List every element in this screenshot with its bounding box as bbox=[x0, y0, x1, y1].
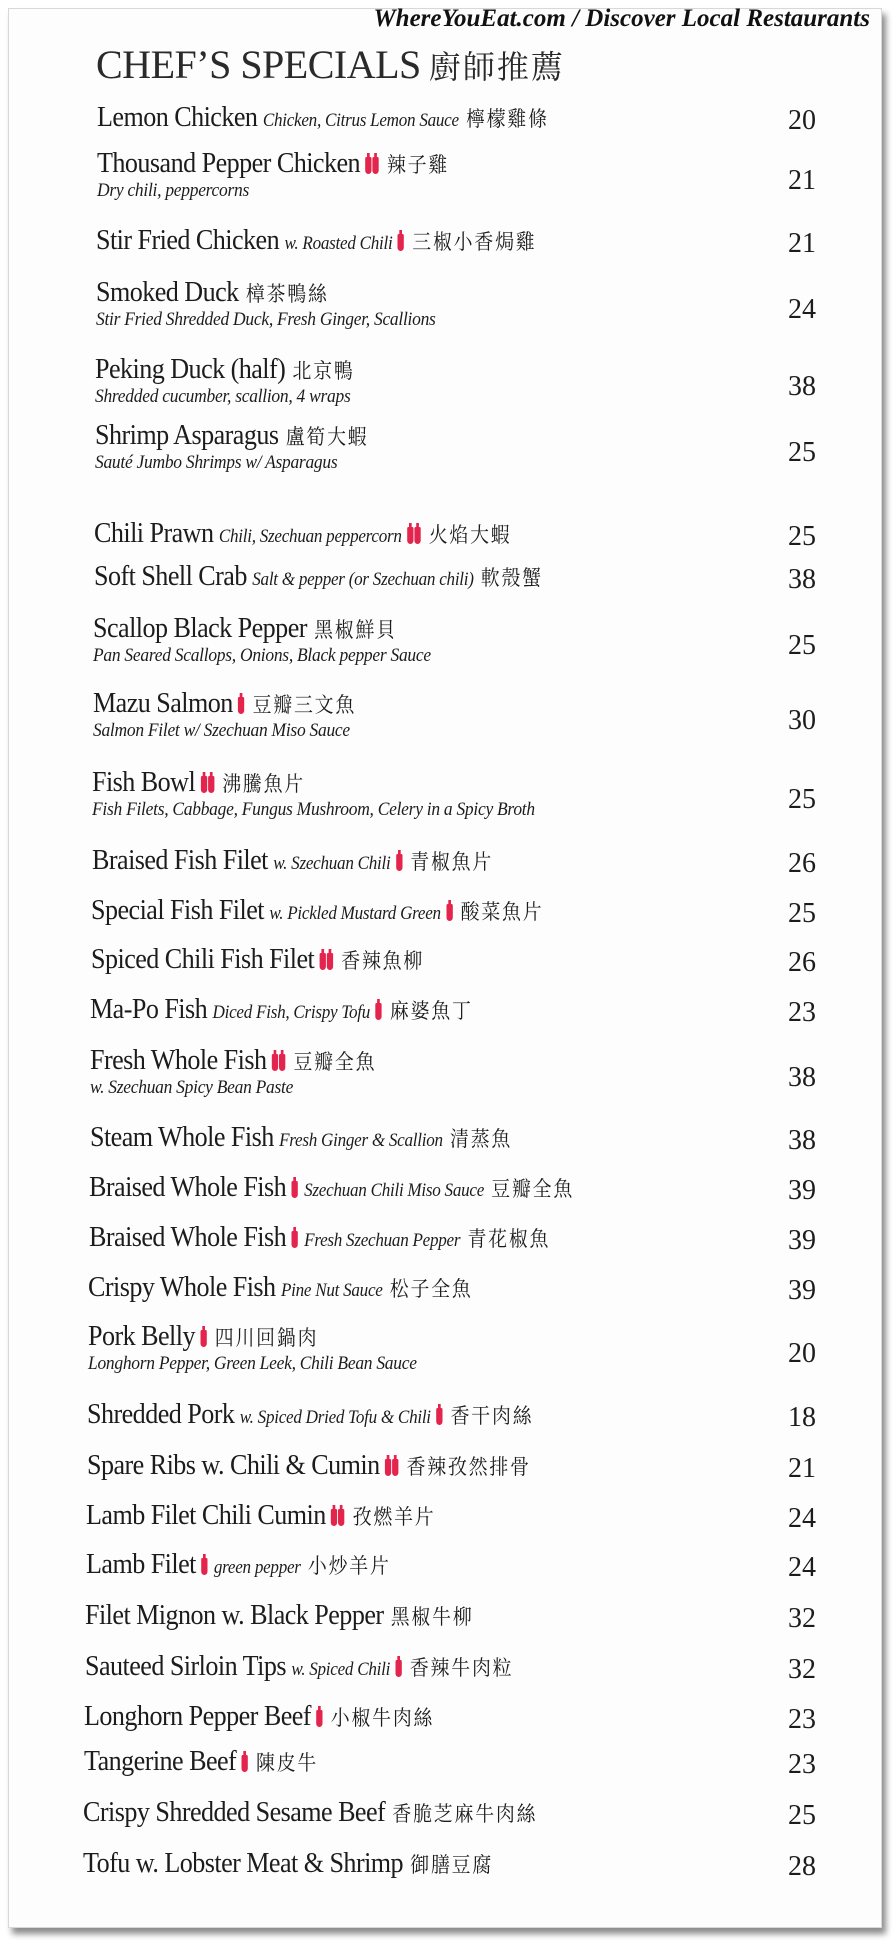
menu-item bbox=[0, 1271, 896, 1306]
item-price: 21 bbox=[788, 228, 816, 259]
chili-pepper-icon bbox=[272, 1046, 286, 1079]
item-name: Shrimp Asparagus bbox=[95, 419, 279, 451]
item-chinese-name: 香辣牛肉粒 bbox=[409, 1656, 514, 1680]
menu-item bbox=[0, 1449, 896, 1484]
item-name: Pork Belly bbox=[88, 1320, 195, 1352]
item-price: 23 bbox=[788, 1704, 816, 1735]
pepper-icon bbox=[316, 1710, 322, 1727]
item-price: 25 bbox=[788, 784, 816, 815]
menu-item-line bbox=[92, 766, 305, 801]
pepper-icon bbox=[292, 1231, 298, 1248]
item-price: 39 bbox=[788, 1225, 816, 1256]
item-price: 38 bbox=[788, 1125, 816, 1156]
item-chinese-name: 御膳豆腐 bbox=[410, 1853, 494, 1877]
menu-item-line bbox=[87, 1449, 531, 1484]
chili-pepper-icon bbox=[407, 519, 421, 552]
menu-item bbox=[0, 276, 896, 330]
menu-item-line bbox=[85, 1599, 474, 1632]
item-name: Crispy Shredded Sesame Beef bbox=[83, 1796, 386, 1828]
item-chinese-name: 麻婆魚丁 bbox=[389, 999, 473, 1023]
item-chinese-name: 小炒羊片 bbox=[307, 1554, 391, 1578]
menu-item bbox=[0, 1599, 896, 1634]
item-price: 21 bbox=[788, 165, 816, 196]
item-description: Fish Filets, Cabbage, Fungus Mushroom, Celery in a Spicy Broth bbox=[92, 799, 535, 820]
menu-item bbox=[0, 517, 896, 552]
item-price: 24 bbox=[788, 1552, 816, 1583]
menu-item bbox=[0, 1700, 896, 1735]
item-note: w. Szechuan Chili bbox=[273, 853, 391, 874]
item-chinese-name: 酸菜魚片 bbox=[460, 900, 544, 924]
item-name: Fish Bowl bbox=[92, 766, 196, 798]
chili-pepper-icon bbox=[396, 846, 403, 879]
item-chinese-name: 陳皮牛 bbox=[256, 1751, 319, 1775]
pepper-icon bbox=[200, 1330, 206, 1347]
menu-item bbox=[0, 1499, 896, 1534]
item-chinese-name: 檸檬雞條 bbox=[466, 107, 549, 131]
pepper-icon bbox=[238, 697, 244, 714]
pepper-icon bbox=[436, 1408, 442, 1425]
menu-item bbox=[0, 1044, 896, 1098]
item-name: Lamb Filet bbox=[86, 1548, 196, 1580]
chili-pepper-icon bbox=[200, 1322, 207, 1355]
item-price: 39 bbox=[788, 1175, 816, 1206]
pepper-icon bbox=[327, 953, 333, 970]
item-price: 25 bbox=[788, 898, 816, 929]
section-title-zh: 廚師推薦 bbox=[428, 49, 565, 85]
item-chinese-name: 香脆芝麻牛肉絲 bbox=[392, 1802, 538, 1826]
menu-item-line bbox=[92, 844, 493, 879]
item-note: w. Spiced Dried Tofu & Chili bbox=[239, 1407, 431, 1428]
item-note: Chili, Szechuan peppercorn bbox=[218, 526, 402, 547]
item-note: green pepper bbox=[213, 1557, 301, 1578]
item-chinese-name: 黑椒牛柳 bbox=[390, 1605, 474, 1629]
item-note: Diced Fish, Crispy Tofu bbox=[212, 1002, 371, 1023]
menu-item-line bbox=[86, 1548, 391, 1583]
item-price: 23 bbox=[788, 997, 816, 1028]
item-name: Spare Ribs w. Chili & Cumin bbox=[87, 1449, 380, 1481]
pepper-icon bbox=[365, 157, 371, 174]
menu-item-line bbox=[95, 419, 368, 452]
item-price: 23 bbox=[788, 1749, 816, 1780]
menu-item bbox=[0, 1745, 896, 1780]
item-price: 30 bbox=[788, 705, 816, 736]
item-price: 28 bbox=[788, 1851, 816, 1882]
item-price: 24 bbox=[788, 294, 816, 325]
pepper-icon bbox=[375, 1003, 381, 1020]
pepper-icon bbox=[272, 1054, 278, 1071]
menu-item-line bbox=[88, 1271, 473, 1304]
item-note: Pine Nut Sauce bbox=[280, 1280, 383, 1301]
menu-item-line bbox=[96, 276, 329, 309]
menu-item-line bbox=[86, 1499, 436, 1534]
item-description: Stir Fried Shredded Duck, Fresh Ginger, Scallions bbox=[96, 309, 436, 330]
menu-item-line bbox=[83, 1847, 493, 1880]
item-price: 20 bbox=[788, 1338, 816, 1369]
item-chinese-name: 小椒牛肉絲 bbox=[330, 1706, 435, 1730]
item-name: Filet Mignon w. Black Pepper bbox=[85, 1599, 384, 1631]
pepper-icon bbox=[414, 527, 420, 544]
item-name: Lemon Chicken bbox=[97, 101, 258, 133]
menu-item bbox=[0, 560, 896, 595]
pepper-icon bbox=[407, 527, 413, 544]
menu-item-line bbox=[91, 943, 424, 978]
item-name: Braised Fish Filet bbox=[92, 844, 268, 876]
menu-item bbox=[0, 353, 896, 407]
menu-item bbox=[0, 1796, 896, 1831]
menu-item-line bbox=[90, 1044, 376, 1079]
pepper-icon bbox=[396, 854, 402, 871]
item-note: w. Roasted Chili bbox=[284, 233, 393, 254]
item-description: Pan Seared Scallops, Onions, Black pepper Sauce bbox=[93, 645, 431, 666]
item-chinese-name: 樟茶鴨絲 bbox=[245, 282, 329, 306]
menu-item bbox=[0, 1320, 896, 1374]
menu-item-line bbox=[84, 1745, 318, 1780]
item-chinese-name: 軟殼蟹 bbox=[480, 566, 543, 590]
menu-item-line bbox=[90, 993, 473, 1028]
chili-pepper-icon bbox=[201, 768, 215, 801]
item-name: Peking Duck (half) bbox=[95, 353, 286, 385]
item-name: Scallop Black Pepper bbox=[93, 612, 307, 644]
item-price: 38 bbox=[788, 1062, 816, 1093]
item-price: 18 bbox=[788, 1402, 816, 1433]
item-chinese-name: 盧筍大蝦 bbox=[285, 425, 369, 449]
item-description: Salmon Filet w/ Szechuan Miso Sauce bbox=[93, 720, 350, 741]
item-price: 25 bbox=[788, 1800, 816, 1831]
item-chinese-name: 青花椒魚 bbox=[467, 1227, 551, 1251]
item-price: 21 bbox=[788, 1453, 816, 1484]
pepper-icon bbox=[373, 157, 379, 174]
item-name: Lamb Filet Chili Cumin bbox=[86, 1499, 326, 1531]
item-chinese-name: 香干肉絲 bbox=[450, 1404, 534, 1428]
chili-pepper-icon bbox=[320, 945, 334, 978]
item-chinese-name: 清蒸魚 bbox=[450, 1127, 513, 1151]
item-chinese-name: 黑椒鮮貝 bbox=[314, 618, 397, 642]
item-name: Soft Shell Crab bbox=[94, 560, 247, 592]
item-description: Longhorn Pepper, Green Leek, Chili Bean Sauce bbox=[88, 1353, 417, 1374]
item-price: 26 bbox=[788, 947, 816, 978]
item-price: 25 bbox=[788, 437, 816, 468]
item-chinese-name: 香辣孜然排骨 bbox=[406, 1455, 531, 1479]
item-price: 20 bbox=[788, 105, 816, 136]
item-name: Longhorn Pepper Beef bbox=[84, 1700, 311, 1732]
pepper-icon bbox=[279, 1054, 285, 1071]
item-name: Thousand Pepper Chicken bbox=[97, 147, 361, 179]
menu-item bbox=[0, 224, 896, 259]
item-name: Tofu w. Lobster Meat & Shrimp bbox=[83, 1847, 404, 1879]
menu-item-line bbox=[93, 687, 356, 722]
menu-item-line bbox=[96, 224, 536, 259]
menu-item-line bbox=[85, 1650, 513, 1685]
item-name: Braised Whole Fish bbox=[89, 1171, 287, 1203]
item-name: Fresh Whole Fish bbox=[90, 1044, 267, 1076]
menu-item-line bbox=[89, 1171, 574, 1206]
menu-item bbox=[0, 1398, 896, 1433]
chili-pepper-icon bbox=[365, 149, 379, 182]
chili-pepper-icon bbox=[316, 1702, 323, 1735]
item-price: 38 bbox=[788, 564, 816, 595]
item-description: Shredded cucumber, scallion, 4 wraps bbox=[95, 386, 351, 407]
chili-pepper-icon bbox=[385, 1451, 399, 1484]
menu-item bbox=[0, 1121, 896, 1156]
menu-item-line bbox=[94, 560, 543, 593]
chili-pepper-icon bbox=[436, 1400, 443, 1433]
menu-item bbox=[0, 419, 896, 473]
item-note: Salt & pepper (or Szechuan chili) bbox=[252, 569, 474, 590]
menu-item bbox=[0, 894, 896, 929]
pepper-icon bbox=[201, 1558, 207, 1575]
menu-item bbox=[0, 101, 896, 136]
menu-item bbox=[0, 147, 896, 201]
item-chinese-name: 豆瓣三文魚 bbox=[252, 693, 357, 717]
item-price: 24 bbox=[788, 1503, 816, 1534]
chili-pepper-icon bbox=[292, 1173, 299, 1206]
chili-pepper-icon bbox=[242, 1747, 249, 1780]
menu-item-line bbox=[94, 517, 511, 552]
item-name: Mazu Salmon bbox=[93, 687, 233, 719]
item-name: Tangerine Beef bbox=[84, 1745, 237, 1777]
item-name: Crispy Whole Fish bbox=[88, 1271, 276, 1303]
item-chinese-name: 豆瓣全魚 bbox=[491, 1177, 575, 1201]
item-note: w. Pickled Mustard Green bbox=[269, 903, 441, 924]
menu-item-line bbox=[83, 1796, 537, 1829]
item-price: 39 bbox=[788, 1275, 816, 1306]
item-name: Spiced Chili Fish Filet bbox=[91, 943, 315, 975]
pepper-icon bbox=[201, 776, 207, 793]
item-note: Chicken, Citrus Lemon Sauce bbox=[262, 110, 459, 131]
pepper-icon bbox=[398, 234, 404, 251]
menu-item-line bbox=[93, 612, 397, 645]
item-name: Braised Whole Fish bbox=[89, 1221, 287, 1253]
menu-item-line bbox=[90, 1121, 512, 1154]
item-name: Smoked Duck bbox=[96, 276, 239, 308]
item-name: Stir Fried Chicken bbox=[96, 224, 280, 256]
item-chinese-name: 松子全魚 bbox=[389, 1277, 473, 1301]
chili-pepper-icon bbox=[201, 1550, 208, 1583]
item-chinese-name: 孜燃羊片 bbox=[352, 1505, 436, 1529]
item-name: Chili Prawn bbox=[94, 517, 214, 549]
item-chinese-name: 火焰大蝦 bbox=[428, 523, 512, 547]
menu-item bbox=[0, 1548, 896, 1583]
menu-item-line bbox=[97, 101, 549, 134]
item-price: 32 bbox=[788, 1654, 816, 1685]
chili-pepper-icon bbox=[238, 689, 245, 722]
chili-pepper-icon bbox=[395, 1652, 402, 1685]
item-chinese-name: 北京鴨 bbox=[292, 359, 355, 383]
item-name: Ma-Po Fish bbox=[90, 993, 208, 1025]
menu-item-line bbox=[87, 1398, 533, 1433]
menu-item-line bbox=[97, 147, 449, 182]
chili-pepper-icon bbox=[331, 1501, 345, 1534]
item-note: w. Spiced Chili bbox=[291, 1659, 391, 1680]
chili-pepper-icon bbox=[398, 226, 405, 259]
item-note: Fresh Ginger & Scallion bbox=[279, 1130, 443, 1151]
menu-item-line bbox=[91, 894, 543, 929]
item-description: w. Szechuan Spicy Bean Paste bbox=[90, 1077, 294, 1098]
menu-item bbox=[0, 1847, 896, 1882]
menu-item bbox=[0, 993, 896, 1028]
chili-pepper-icon bbox=[292, 1223, 299, 1256]
menu-item bbox=[0, 612, 896, 666]
item-name: Sauteed Sirloin Tips bbox=[85, 1650, 286, 1682]
chili-pepper-icon bbox=[446, 896, 453, 929]
menu-item bbox=[0, 1650, 896, 1685]
menu-item bbox=[0, 943, 896, 978]
item-name: Steam Whole Fish bbox=[90, 1121, 274, 1153]
item-note: Szechuan Chili Miso Sauce bbox=[304, 1180, 485, 1201]
menu-item bbox=[0, 766, 896, 820]
menu-item bbox=[0, 1221, 896, 1256]
section-title-en: CHEF’S SPECIALS bbox=[96, 42, 421, 87]
item-name: Special Fish Filet bbox=[91, 894, 264, 926]
chili-pepper-icon bbox=[375, 995, 382, 1028]
pepper-icon bbox=[338, 1509, 344, 1526]
item-chinese-name: 豆瓣全魚 bbox=[293, 1050, 377, 1074]
menu-item-line bbox=[88, 1320, 318, 1355]
pepper-icon bbox=[392, 1459, 398, 1476]
menu-item-line bbox=[84, 1700, 434, 1735]
item-chinese-name: 辣子雞 bbox=[387, 153, 450, 177]
pepper-icon bbox=[331, 1509, 337, 1526]
item-price: 38 bbox=[788, 371, 816, 402]
pepper-icon bbox=[242, 1755, 248, 1772]
watermark: WhereYouEat.com / Discover Local Restaurants bbox=[373, 5, 870, 32]
item-chinese-name: 四川回鍋肉 bbox=[214, 1326, 319, 1350]
item-chinese-name: 三椒小香焗雞 bbox=[412, 230, 537, 254]
menu-item-line bbox=[89, 1221, 550, 1256]
menu-item bbox=[0, 844, 896, 879]
menu-item bbox=[0, 687, 896, 741]
item-name: Shredded Pork bbox=[87, 1398, 235, 1430]
item-price: 25 bbox=[788, 630, 816, 661]
item-chinese-name: 沸騰魚片 bbox=[222, 772, 306, 796]
pepper-icon bbox=[395, 1660, 401, 1677]
pepper-icon bbox=[292, 1181, 298, 1198]
item-price: 32 bbox=[788, 1603, 816, 1634]
item-chinese-name: 青椒魚片 bbox=[410, 850, 494, 874]
menu-item-line bbox=[95, 353, 355, 386]
menu-item bbox=[0, 1171, 896, 1206]
item-price: 26 bbox=[788, 848, 816, 879]
pepper-icon bbox=[208, 776, 214, 793]
pepper-icon bbox=[320, 953, 326, 970]
pepper-icon bbox=[385, 1459, 391, 1476]
item-description: Sauté Jumbo Shrimps w/ Asparagus bbox=[95, 452, 338, 473]
item-note: Fresh Szechuan Pepper bbox=[304, 1230, 461, 1251]
pepper-icon bbox=[446, 904, 452, 921]
item-description: Dry chili, peppercorns bbox=[97, 180, 250, 201]
item-price: 25 bbox=[788, 521, 816, 552]
item-chinese-name: 香辣魚柳 bbox=[341, 949, 425, 973]
section-title bbox=[96, 42, 565, 90]
